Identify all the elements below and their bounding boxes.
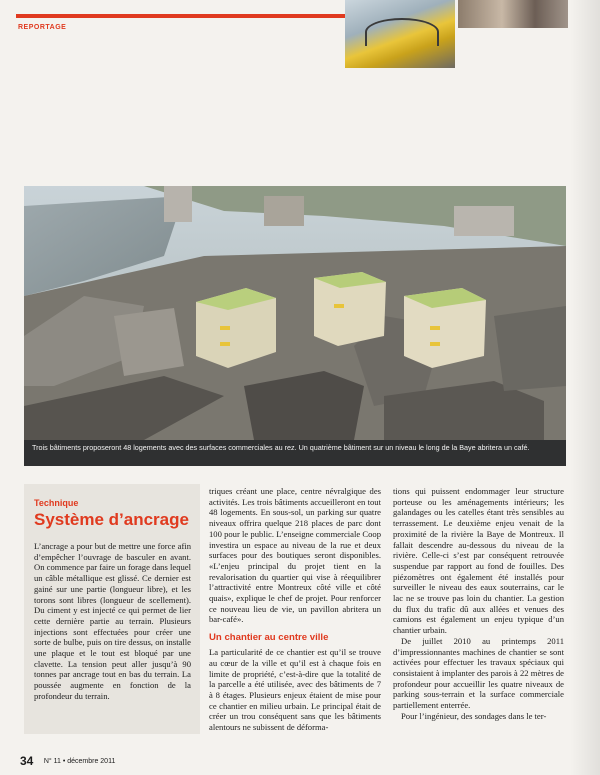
page-edge-shadow	[570, 0, 600, 775]
article-paragraph: Pour l’ingénieur, des sondages dans le ter-	[401, 710, 547, 721]
aerial-photo	[24, 186, 566, 440]
page-footer	[20, 752, 115, 770]
issue-date: N° 11 • décembre 2011	[43, 758, 116, 765]
header-thumbnail-facade	[458, 0, 568, 28]
article-paragraph: La particularité de ce chantier est qu’il se trouve au cœur de la ville et qu’il est à chaque fois en limite de propriété, c’est-à-dire que la totalité de la parcelle a été utilisée, avec des bâtiments de 7 à 8 étages. Plusieurs enjeux étaient de mise pour ce chantier en milieu urbain. Le principal était de créer un trou conséquent sans que les bâtiments alentours ne subissent de déforma-	[209, 647, 381, 733]
article-paragraph: triques créant une place, centre névralgique des activités. Les trois bâtiments accueilleront en tout 48 logements. En sous-sol, un parking sur quatre niveaux offrira quelque 218 places de parc dont 100 pour le public. L’enseigne commerciale Coop investira un espace au niveau de la rue et deux surfaces pour des boutiques seront disponibles. «L’enjeu principal du projet tient en la revalorisation du quartier qui vise à réequilibrer l’attractivité entre Montreux côté ville et côté quais», explique le chef de projet. Pour renforcer ce nouveau lieu de vie, un pavillon abritera un bar-café».	[209, 486, 381, 625]
photo-caption: Trois bâtiments proposeront 48 logements avec des surfaces commerciales au rez. Un quatrième bâtiment sur un niveau le long de la Baye abritera un café.	[32, 443, 530, 452]
page-number: 34	[20, 754, 34, 768]
article-paragraph: tions qui puissent endommager leur structure porteuse ou les aménagements intérieurs; les galandages ou les catelles étant très sensibles au terrassement. Le deuxième enjeu venait de la proximité de la rivière la Baye de Montreux. Il fallait descendre au-dessous du niveau de la rivière. Celle-ci s’est par conséquent retrouvée suspendue par rapport au fond de fouilles. Des piézomètres ont également été installés pour surveiller le niveau des eaux souterrains, car le lac ne se trouve pas loin du chantier. La gestion du flux du trafic dû aux allées et venues des camions est également un enjeu typique d’un chantier urbain.	[393, 486, 564, 636]
article-paragraph: De juillet 2010 au printemps 2011 d’impressionnantes machines de chantier se sont activées pour effectuer les travaux spéciaux qui consistaient à implanter des parois à 22 mètres de profondeur pour accueillir les quatre niveaux de parking sous-terrain et la surface commerciale partiellement enterrée.	[393, 635, 564, 711]
header-thumbnail-stadium	[345, 0, 455, 68]
article-column-2	[209, 486, 381, 733]
header-accent-bar	[16, 14, 346, 18]
sidebar-body: L’ancrage a pour but de mettre une force afin d’empêcher l’ouvrage de basculer en avant. On commence par faire un forage dans lequel un câble métallique est glissé. Ce dernier est gainé sur une partie (longueur libre), et les torons sont libres (longueur de scellement). Du ciment y est injecté ce qui permet de lier cette dernière partie au terrain. Plusieurs injections sont effectuées pour créer une sorte de bulbe, puis on tire dessus, on installe une plaque et le tout est bloqué par une clavette. La tension peut aller jusqu’à 90 tonnes par ancrage tout en bas du terrain. La poussée augmente en fonction de la profondeur du terrain.	[34, 541, 191, 701]
article-column-3	[393, 486, 564, 721]
caption-band	[24, 440, 566, 466]
sidebar-title: Système d’ancrage	[34, 510, 189, 529]
technique-sidebar	[24, 484, 200, 734]
section-label: REPORTAGE	[18, 24, 67, 31]
article-subheading: Un chantier au centre ville	[209, 632, 329, 644]
sidebar-kicker: Technique	[34, 498, 79, 508]
